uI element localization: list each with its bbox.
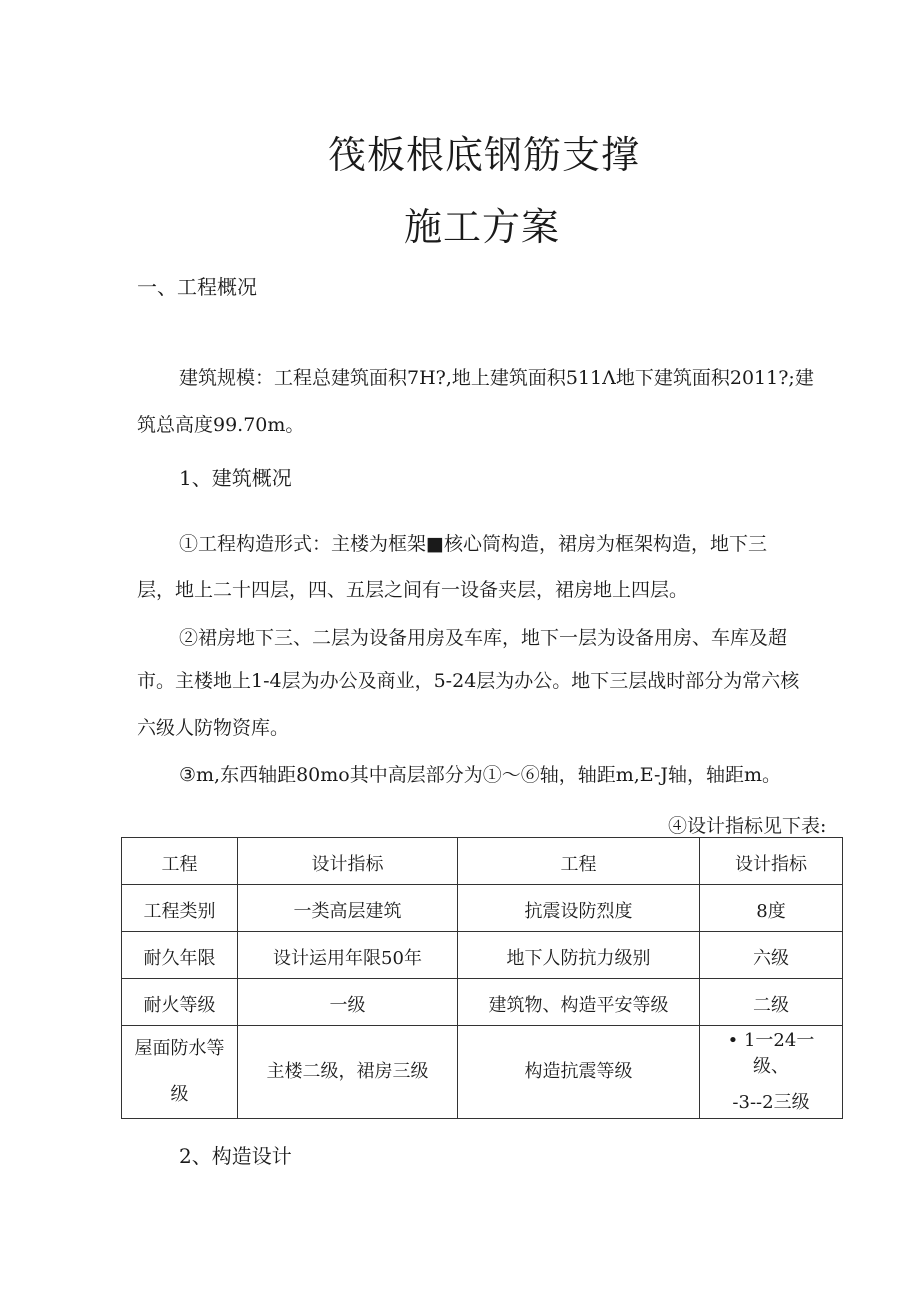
item-2-line-2: 市。主楼地上1-4层为办公及商业，5-24层为办公。地下三层战时部分为常六核 [137, 670, 800, 692]
table-cell: 一类高层建筑 [238, 885, 458, 932]
table-cell-seismic-grade [700, 1026, 843, 1119]
item-2-line-1: ②裙房地下三、二层为设备用房及车库，地下一层为设备用房、车库及超 [179, 627, 788, 649]
cell-text-line: 级、 [753, 1056, 789, 1077]
table-header-cell: 工程 [122, 838, 238, 885]
table-cell: 二级 [700, 979, 843, 1026]
table-cell: 构造抗震等级 [458, 1026, 700, 1119]
table-row [122, 979, 843, 1026]
table-cell: 一级 [238, 979, 458, 1026]
table-row [122, 885, 843, 932]
table-cell: 六级 [700, 932, 843, 979]
item-1-line-2: 层，地上二十四层，四、五层之间有一设备夹层，裙房地上四层。 [137, 579, 689, 601]
table-row [122, 1026, 843, 1119]
paragraph-scale-line-1: 建筑规模：工程总建筑面积7H?,地上建筑面积511Λ地下建筑面积2011?;建 [179, 367, 814, 389]
cell-text-line: • 1一24一 [727, 1030, 815, 1051]
table-cell: 8度 [700, 885, 843, 932]
cell-text-line: 级 [170, 1084, 189, 1105]
table-cell: 地下人防抗力级别 [458, 932, 700, 979]
cell-text-line: 屋面防水等 [134, 1038, 225, 1059]
item-1-line-1: ①工程构造形式：主楼为框架■核心筒构造，裙房为框架构造，地下三 [179, 533, 767, 555]
title-line-2: 施工方案 [404, 205, 561, 249]
table-cell-roof-waterproof [122, 1026, 238, 1119]
table-header-cell: 设计指标 [700, 838, 843, 885]
table-cell: 抗震设防烈度 [458, 885, 700, 932]
table-row [122, 932, 843, 979]
table-cell: 耐火等级 [122, 979, 238, 1026]
table-header-cell: 工程 [458, 838, 700, 885]
table-cell: 耐久年限 [122, 932, 238, 979]
table-header-cell: 设计指标 [238, 838, 458, 885]
table-cell: 工程类别 [122, 885, 238, 932]
design-index-table [121, 837, 843, 1119]
table-header-row [122, 838, 843, 885]
item-2-line-3: 六级人防物资库。 [137, 717, 290, 739]
section-heading-overview: 一、工程概况 [137, 275, 257, 299]
item-3-line-1: ③m,东西轴距80mo其中高层部分为①～⑥轴，轴距m,E-J轴，轴距m。 [179, 764, 782, 786]
cell-text-line: -3--2三级 [732, 1092, 810, 1113]
table-cell: 建筑物、构造平安等级 [458, 979, 700, 1026]
subsection-heading-building: 1、建筑概况 [179, 466, 292, 490]
table-cell: 主楼二级，裙房三级 [238, 1026, 458, 1119]
subsection-heading-structure: 2、构造设计 [179, 1144, 292, 1168]
title-line-1: 筏板根底钢筋支撑 [328, 133, 641, 177]
paragraph-scale-line-2: 筑总高度99.70m。 [137, 414, 305, 436]
table-cell: 设计运用年限50年 [238, 932, 458, 979]
item-4-caption: ④设计指标见下表: [668, 815, 827, 837]
